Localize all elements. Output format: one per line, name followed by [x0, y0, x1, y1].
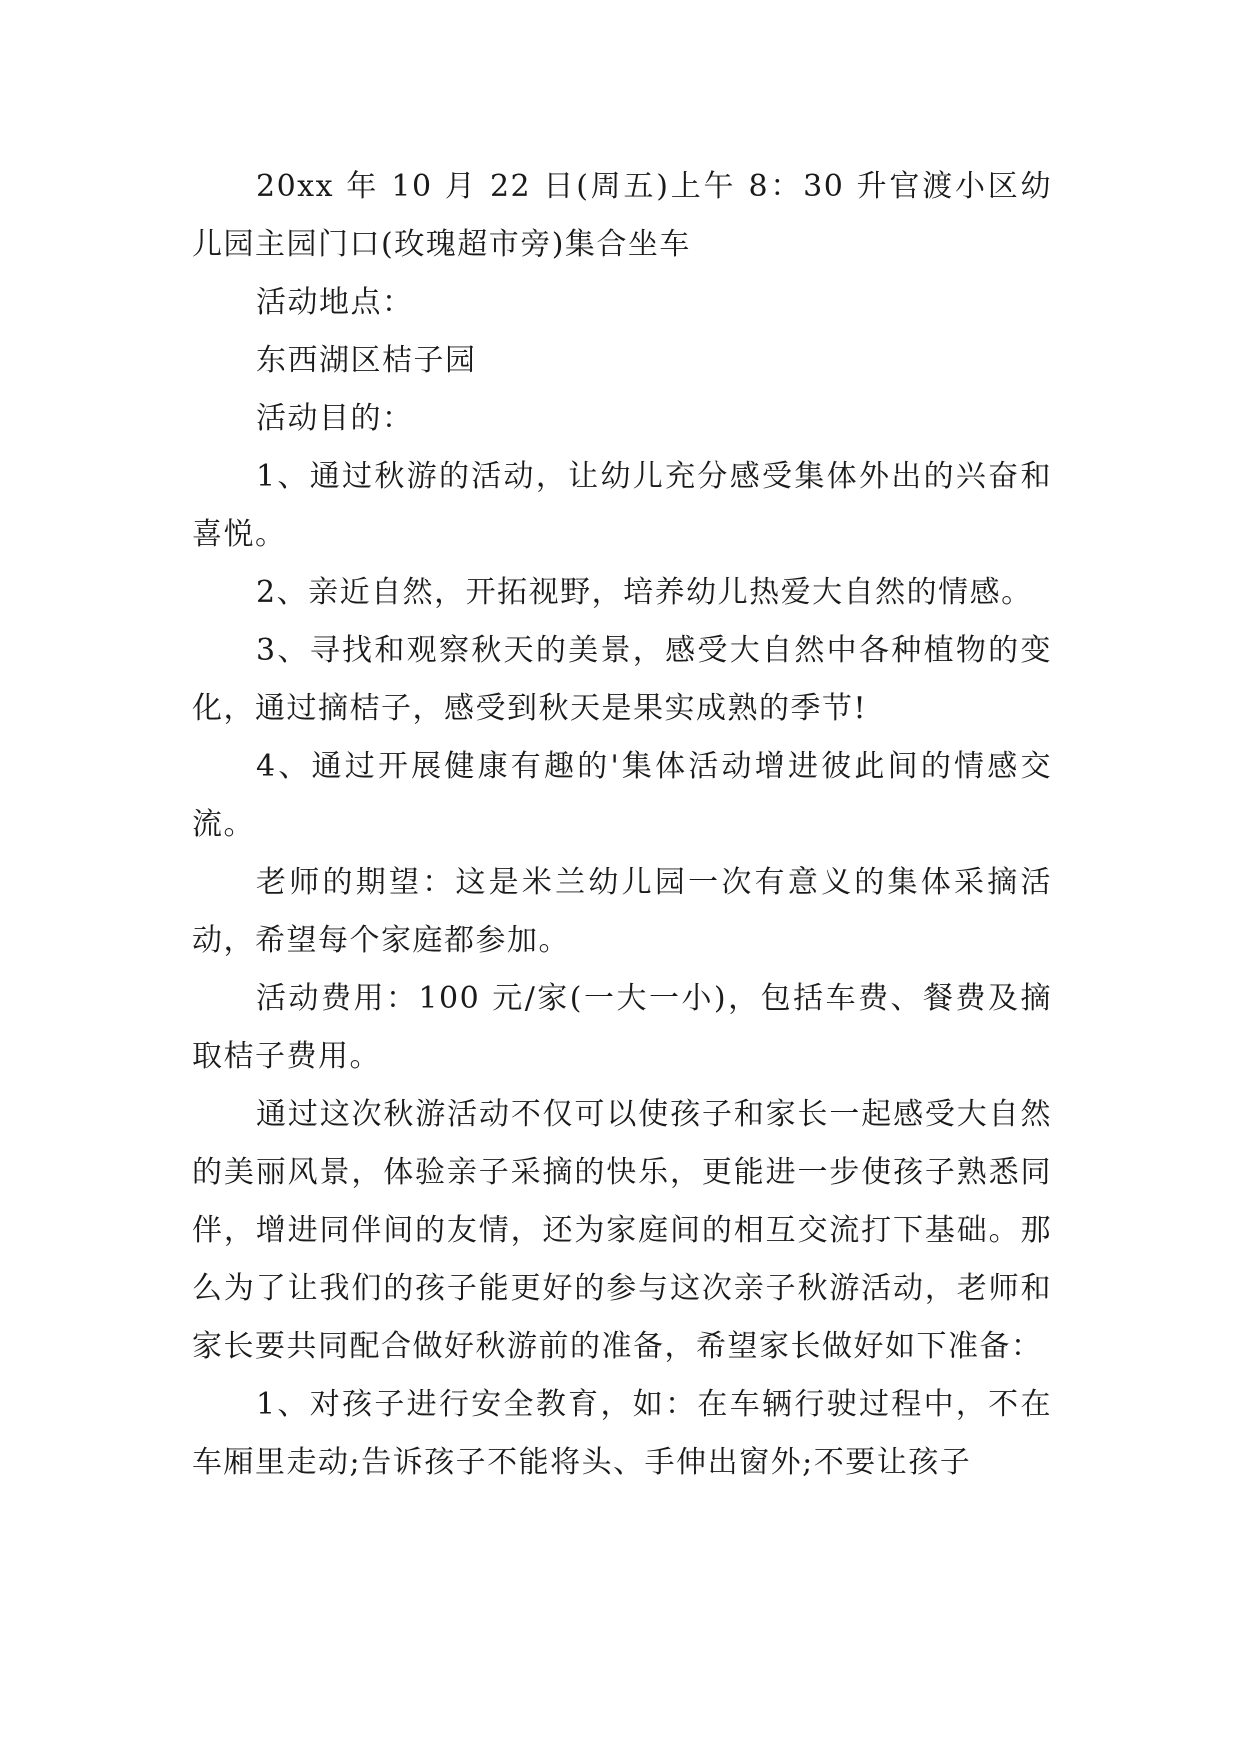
- paragraph-teacher-expectation: 老师的期望：这是米兰幼儿园一次有意义的集体采摘活动，希望每个家庭都参加。: [192, 865, 1052, 958]
- paragraph-activity-fee: 活动费用：100 元/家(一大一小)，包括车费、餐费及摘取桔子费用。: [192, 981, 1052, 1074]
- paragraph-summary: 通过这次秋游活动不仅可以使孩子和家长一起感受大自然的美丽风景，体验亲子采摘的快乐，更能进一步使孩子熟悉同伴，增进同伴间的友情，还为家庭间的相互交流打下基础。那么为了让我们的孩子能更好的参与这次亲子秋游活动，老师和家长要共同配合做好秋游前的准备，希望家长做好如下准备：: [192, 1097, 1052, 1364]
- paragraph-gathering-time: 20xx 年 10 月 22 日(周五)上午 8：30 升官渡小区幼儿园主园门口(玫瑰超市旁)集合坐车: [192, 169, 1052, 262]
- paragraph-location: 东西湖区桔子园: [256, 343, 477, 378]
- paragraph-location-label: 活动地点：: [256, 285, 414, 320]
- document-body: [192, 158, 1052, 1492]
- paragraph-purpose-1: 1、通过秋游的活动，让幼儿充分感受集体外出的兴奋和喜悦。: [192, 459, 1052, 552]
- paragraph-preparation-1: 1、对孩子进行安全教育，如：在车辆行驶过程中，不在车厢里走动;告诉孩子不能将头、手伸出窗外;不要让孩子: [192, 1387, 1052, 1480]
- paragraph-purpose-2: 2、亲近自然，开拓视野，培养幼儿热爱大自然的情感。: [256, 575, 1033, 610]
- paragraph-purpose-4: 4、通过开展健康有趣的'集体活动增进彼此间的情感交流。: [192, 749, 1052, 842]
- paragraph-purpose-label: 活动目的：: [256, 401, 414, 436]
- paragraph-purpose-3: 3、寻找和观察秋天的美景，感受大自然中各种植物的变化，通过摘桔子，感受到秋天是果实成熟的季节!: [192, 633, 1052, 726]
